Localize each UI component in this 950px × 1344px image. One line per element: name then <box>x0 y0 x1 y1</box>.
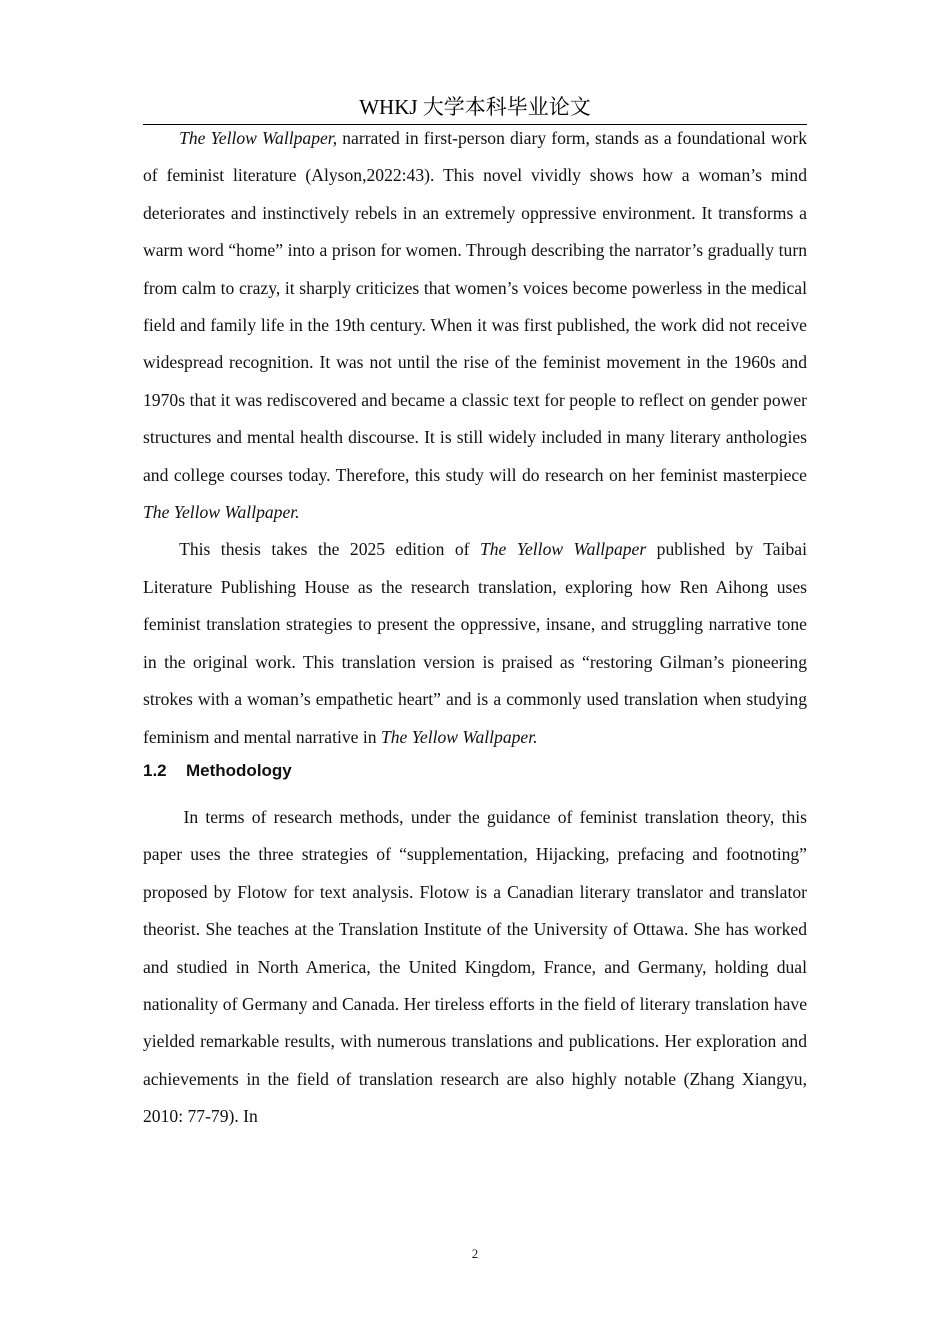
book-title: The Yellow Wallpaper, <box>179 128 338 148</box>
paragraph-text: This thesis takes the 2025 edition of <box>179 539 480 560</box>
paragraph-3: In terms of research methods, under the guidance of feminist translation theory, this paper uses the three strategies of “supplementation, Hijacking, prefacing and footnoting” proposed by Flotow for text analysis. Flotow is a Canadian literary translator and translator theorist. She teaches at the Translation Institute of the University of Ottawa. She has worked and studied in North America, the United Kingdom, France, and Germany, holding dual nationality of Germany and Canada. Her tireless efforts in the field of literary translation have yielded remarkable results, with numerous translations and publications. Her exploration and achievements in the field of translation research are also highly notable (Zhang Xiangyu, 2010: 77-79). In <box>143 806 807 1127</box>
section-title: Methodology <box>186 760 292 780</box>
section-number: 1.2 <box>143 760 167 780</box>
page-number: 2 <box>471 1246 479 1261</box>
running-header: WHKJ 大学本科毕业论文 <box>143 92 807 125</box>
book-title: The Yellow Wallpaper. <box>380 726 538 747</box>
paragraph-text: narrated in first-person diary form, stands as a foundational work of feminist literature (Alyson,2022:43). This novel vividly shows how a woman’s mind deteriorates and instinctively rebels in an extremely oppressive environment. It transforms a warm word “home” into a prison for women. Through describing the narrator’s gradually turn from calm to crazy, it sharply criticizes that women’s voices become powerless in the medical field and family life in the 19th century. When it was first published, the work did not receive widespread recognition. It was not until the rise of the feminist movement in the 1960s and 1970s that it was rediscovered and became a classic text for people to reflect on gender power structures and mental health discourse. It is still widely included in many literary anthologies and college courses today. Therefore, this study will do research on her feminist masterpiece <box>143 128 807 485</box>
paragraph-text: published by Taibai Literature Publishing House as the research translation, exploring how Ren Aihong uses feminist translation strategies to present the oppressive, insane, and struggling narrative tone in the original work. This translation version is praised as “restoring Gilman’s pioneering strokes with a woman’s empathetic heart” and is a commonly used translation when studying feminism and mental narrative in <box>143 539 807 747</box>
paragraph-2 <box>143 531 807 755</box>
book-title: The Yellow Wallpaper <box>479 539 647 560</box>
book-title: The Yellow Wallpaper. <box>143 502 300 523</box>
body-text <box>143 120 807 1136</box>
paragraph-1 <box>143 120 807 531</box>
section-heading <box>143 756 807 799</box>
